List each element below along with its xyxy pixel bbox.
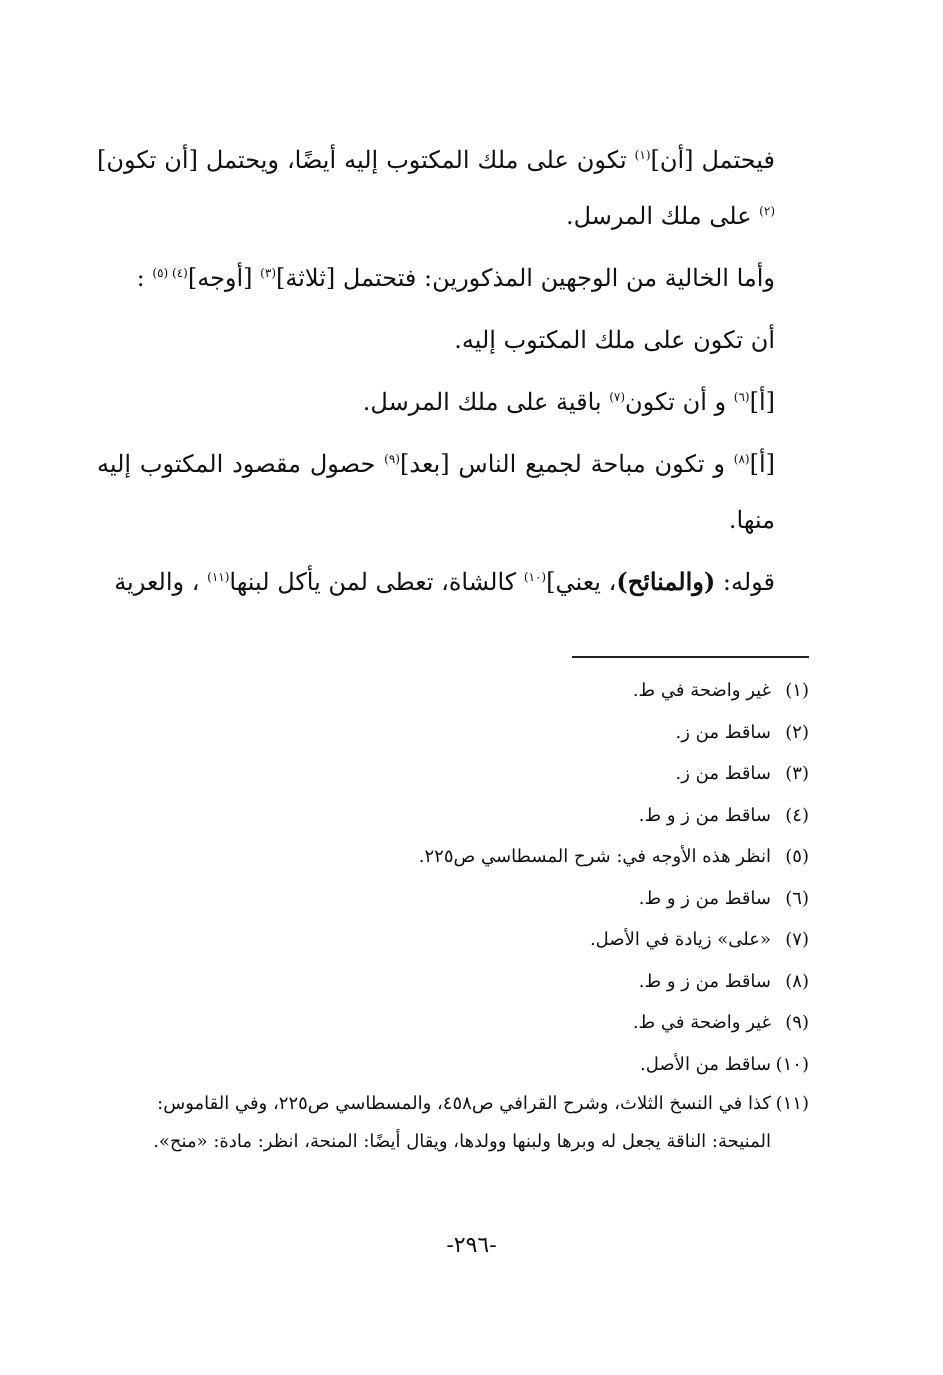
text-run: باقية على ملك المرسل. [362, 388, 610, 416]
text-run: حصول مقصود المكتوب إليه منها. [97, 450, 775, 534]
footnote-text: ساقط من ز. [675, 763, 771, 784]
footnote-ref[interactable]: (٦) [733, 390, 750, 404]
footnote-item [97, 919, 809, 961]
footnote-text: «على» زيادة في الأصل. [589, 929, 771, 950]
footnote-item [97, 753, 809, 795]
footnote-ref[interactable]: (٩) [384, 452, 400, 466]
text-run: أن تكون على ملك المكتوب إليه. [454, 326, 775, 354]
footnote-item [97, 670, 809, 712]
footnote-item [97, 878, 809, 920]
text-run: : [136, 264, 153, 292]
text-run: [أوجه] [187, 264, 261, 292]
footnote-number: (٢) [785, 721, 809, 743]
footnote-item [97, 961, 809, 1003]
footnote-item [97, 712, 809, 754]
footnote-item [97, 1002, 809, 1044]
footnote-number: (١١) [775, 1093, 809, 1114]
text-run: قوله: [715, 568, 775, 596]
footnote-number: (٥) [785, 846, 809, 867]
text-run: و أن تكون [625, 388, 734, 416]
footnote-item [97, 1085, 809, 1161]
text-run: تكون على ملك المكتوب إليه أيضًا، ويحتمل [أن تكون] [97, 146, 635, 174]
footnote-item [97, 836, 809, 878]
footnote-ref[interactable]: (١٠) [523, 570, 547, 584]
footnote-number: (٨) [785, 970, 809, 992]
footnote-number: (٦) [785, 887, 809, 909]
footnote-ref[interactable]: (١١) [207, 570, 230, 584]
footnote-ref[interactable]: (٢) [759, 204, 775, 218]
paragraph-3 [97, 312, 809, 368]
quoted-term: (والمنائح) [616, 567, 716, 596]
main-text [97, 132, 809, 610]
text-run: على ملك المرسل. [565, 202, 760, 230]
footnote-number: (٧) [785, 929, 809, 950]
paragraph-2 [97, 250, 809, 306]
footnote-ref[interactable]: (٨) [733, 452, 750, 466]
footnote-ref[interactable]: (١) [634, 148, 651, 162]
text-run: [أ] [749, 388, 775, 416]
paragraph-4 [97, 374, 809, 430]
text-run: كالشاة، تعطى لمن يأكل لبنها [229, 568, 524, 596]
text-run: ، والعرية [114, 568, 208, 596]
footnote-ref[interactable]: (٣) [260, 266, 276, 280]
footnote-text: كذا في النسخ الثلاث، وشرح القرافي ص٤٥٨، والمسطاسي ص٢٢٥، وفي القاموس: المنيحة: الناقة يجعل له وبرها ولبنها وولدها، ويقال أيضًا: المنحة، انظر: مادة: «منح». [153, 1093, 771, 1152]
footnote-number: (٤) [785, 804, 809, 826]
footnote-item [97, 795, 809, 837]
footnote-text: ساقط من ز و ط. [638, 804, 771, 826]
text-run: وأما الخالية من الوجهين المذكورين: فتحتمل [ثلاثة] [276, 264, 775, 292]
paragraph-6 [97, 554, 809, 610]
footnote-number: (١٠) [775, 1053, 809, 1075]
footnote-text: غير واضحة في ط. [632, 680, 771, 701]
paragraph-5 [97, 436, 809, 548]
footnote-text: انظر هذه الأوجه في: شرح المسطاسي ص٢٢٥. [418, 846, 771, 867]
footnote-text: غير واضحة في ط. [632, 1012, 771, 1033]
text-run: [أ] [749, 450, 775, 478]
footnote-number: (٣) [785, 763, 809, 784]
footnote-item [97, 1044, 809, 1086]
footnote-number: (١) [785, 680, 809, 701]
footnote-ref[interactable]: (٤) (٥) [152, 266, 188, 280]
text-run: ، يعني] [546, 568, 617, 596]
paragraph-1 [97, 132, 809, 244]
footnote-text: ساقط من ز و ط. [638, 970, 771, 992]
footnote-ref[interactable]: (٧) [609, 390, 626, 404]
footnote-number: (٩) [785, 1012, 809, 1033]
text-run: فيحتمل [أن] [650, 146, 775, 174]
footnote-text: ساقط من ز و ط. [638, 887, 771, 909]
footnote-text: ساقط من ز. [675, 721, 771, 743]
footnote-text: ساقط من الأصل. [640, 1053, 771, 1075]
text-run: و تكون مباحة لجميع الناس [بعد] [399, 450, 734, 478]
page-number: -٢٩٦- [446, 1233, 497, 1258]
footnotes [97, 670, 809, 1161]
footnote-separator [572, 656, 809, 658]
